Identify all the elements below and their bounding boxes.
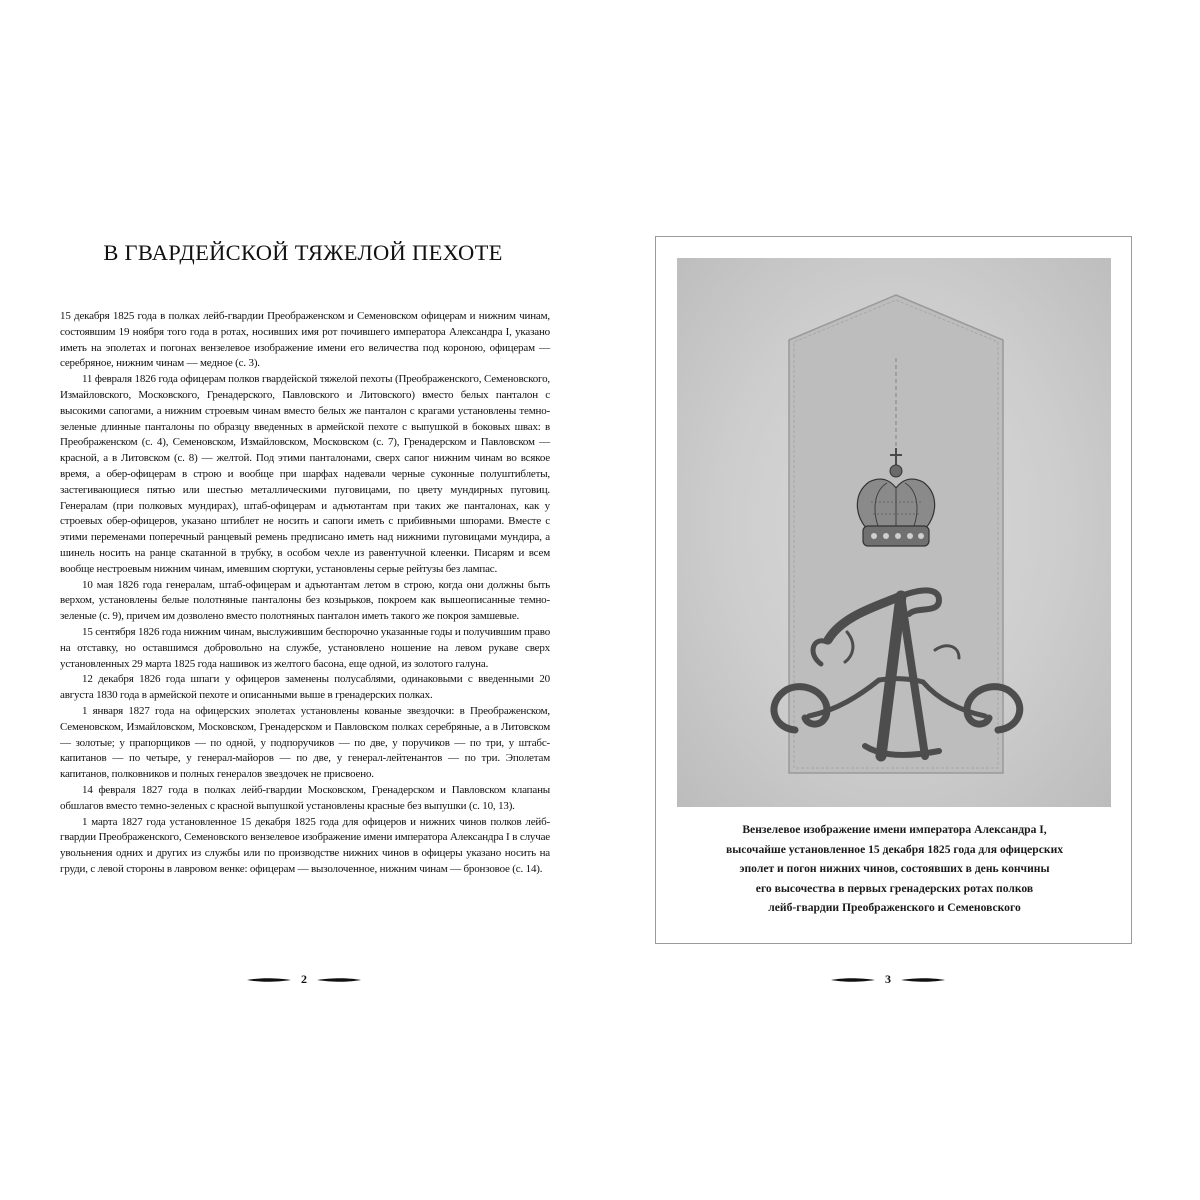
page-number: 3: [885, 972, 891, 986]
page-number-left: [246, 972, 362, 987]
paragraph: 15 сентября 1826 года нижним чинам, выслужившим беспорочно указанные годы и получившим право на отставку, но оставшимся добровольно на службе, установлено ношение на левом рукаве сверх установленных 29 марта 1825 года нашивок из желтого басона, еще одной, из золотого галуна.: [60, 625, 551, 670]
page-number: 2: [301, 972, 307, 986]
left-page: [60, 240, 550, 878]
left-flourish-icon: [830, 975, 876, 985]
body-text: [60, 309, 550, 878]
right-flourish-icon: [316, 975, 362, 985]
caption-line: Вензелевое изображение имени императора Александра I,: [742, 823, 1047, 836]
paragraph: 1 января 1827 года на офицерских эполетах установлены кованые звездочки: в Преображенском, Семеновском, Измайловском, Московском, Гренадерском и Павловском полках серебряные, а в Литовском — золотые; у прапорщиков — по одной, у подпоручиков — по две, у поручиков — по три, у штабс-капитанов — по четыре, у генерал-майоров — по две, у генерал-лейтенантов — по три. Эполетам капитанов, полковников и полных генералов звездочек не присвоено.: [60, 704, 550, 781]
paragraph: 10 мая 1826 года генералам, штаб-офицерам и адъютантам летом в строю, когда они должны быть верхом, установлены белые полотняные панталоны без козырьков, покроем как вышеописанные темно-зеленые (с. 9), причем им дозволено вместо полотняных панталон иметь такого же покроя замшевые.: [60, 578, 550, 623]
paragraph: 14 февраля 1827 года в полках лейб-гвардии Московском, Гренадерском и Павловском клапаны обшлагов вместо темно-зеленых с красной выпушкой установлены красные без выпушки (с. 10, 13).: [60, 783, 550, 812]
shoulder-strap-drawing: [677, 258, 1111, 807]
caption-line: его высочества в первых гренадерских ротах полков: [755, 881, 1034, 895]
left-flourish-icon: [246, 975, 292, 985]
paragraph: 15 декабря 1825 года в полках лейб-гвардии Преображенском и Семеновском офицерам и нижним чинам, состоявшим 19 ноября того года в ротах, носивших имя рот почившего императора Александра I, указано иметь на эполетах и погонах вензелевое изображение имени его величества под короною, офицерам — серебряное, нижним чинам — медное (с. 3).: [60, 310, 550, 370]
paragraph: 1 марта 1827 года установленное 15 декабря 1825 года для офицеров и нижних чинов полков лейб-гвардии Преображенского, Семеновского вензелевое изображение имени императора Александра I в случае увольнения одних и других из службы или по производстве нижних чинов в офицеры указано носить на груди, с левой стороны в лавровом венке: офицерам — вызолоченное, нижним чинам — бронзовое (с. 14).: [60, 815, 550, 875]
epaulette-illustration: [677, 258, 1111, 807]
page-number-right: [830, 972, 946, 987]
caption-line: лейб-гвардии Преображенского и Семеновского: [768, 901, 1021, 915]
page-title: В ГВАРДЕЙСКОЙ ТЯЖЕЛОЙ ПЕХОТЕ: [103, 240, 503, 265]
paragraph: 12 декабря 1826 года шпаги у офицеров заменены полусаблями, одинаковыми с введенными 20 августа 1830 года в армейской пехоте и описанными выше в гренадерских полках.: [60, 673, 550, 702]
caption-line: высочайше установленное 15 декабря 1825 года для офицерских: [725, 842, 1064, 856]
caption-line: эполет и погон нижних чинов, состоявших в день кончины: [739, 862, 1050, 876]
right-flourish-icon: [900, 975, 946, 985]
paragraph: 11 февраля 1826 года офицерам полков гвардейской тяжелой пехоты (Преображенского, Семеновского, Измайловского, Московского, Гренадерского, Павловского и Литовского) вместо белых панталон с высокими сапогами, а нижним строевым чинам вместо белых же панталон с крагами установлены темно-зеленые длинные панталоны по образцу введенных в армейской пехоте с выпушкой в боковых швах: в Преображенском (с. 4), Семеновском, Измайловском, Московском (с. 7), Гренадерском и Павловском — красной, а в Литовском (с. 8) — желтой. Под этими панталонами, сверх сапог нижним чинам во всякое время, а обер-офицерам в строю и вообще при шарфах надевали черные суконные полуштиблеты, застегивающиеся пятью или шестью металлическими пуговицами, по цвету мундирных пуговиц. Генералам (при полковых мундирах), штаб-офицерам и адъютантам при таких же панталонах, как у строевых обер-офицеров, указано штиблет не носить и сапоги иметь с прибивными шпорами. Вместе с этими переменами поперечный ранцевый ремень предписано иметь над нижними пуговицами мундира, а шинель носить на ранце скатанной в трубку, в особом чехле из равентучной клеенки. Писарям и всем вообще нестроевым нижним чинам, имевшим сюртуки, установлены серые рейтузы без лампас.: [60, 373, 550, 575]
illustration-plate: [655, 236, 1132, 944]
illustration-caption: [656, 820, 1133, 918]
